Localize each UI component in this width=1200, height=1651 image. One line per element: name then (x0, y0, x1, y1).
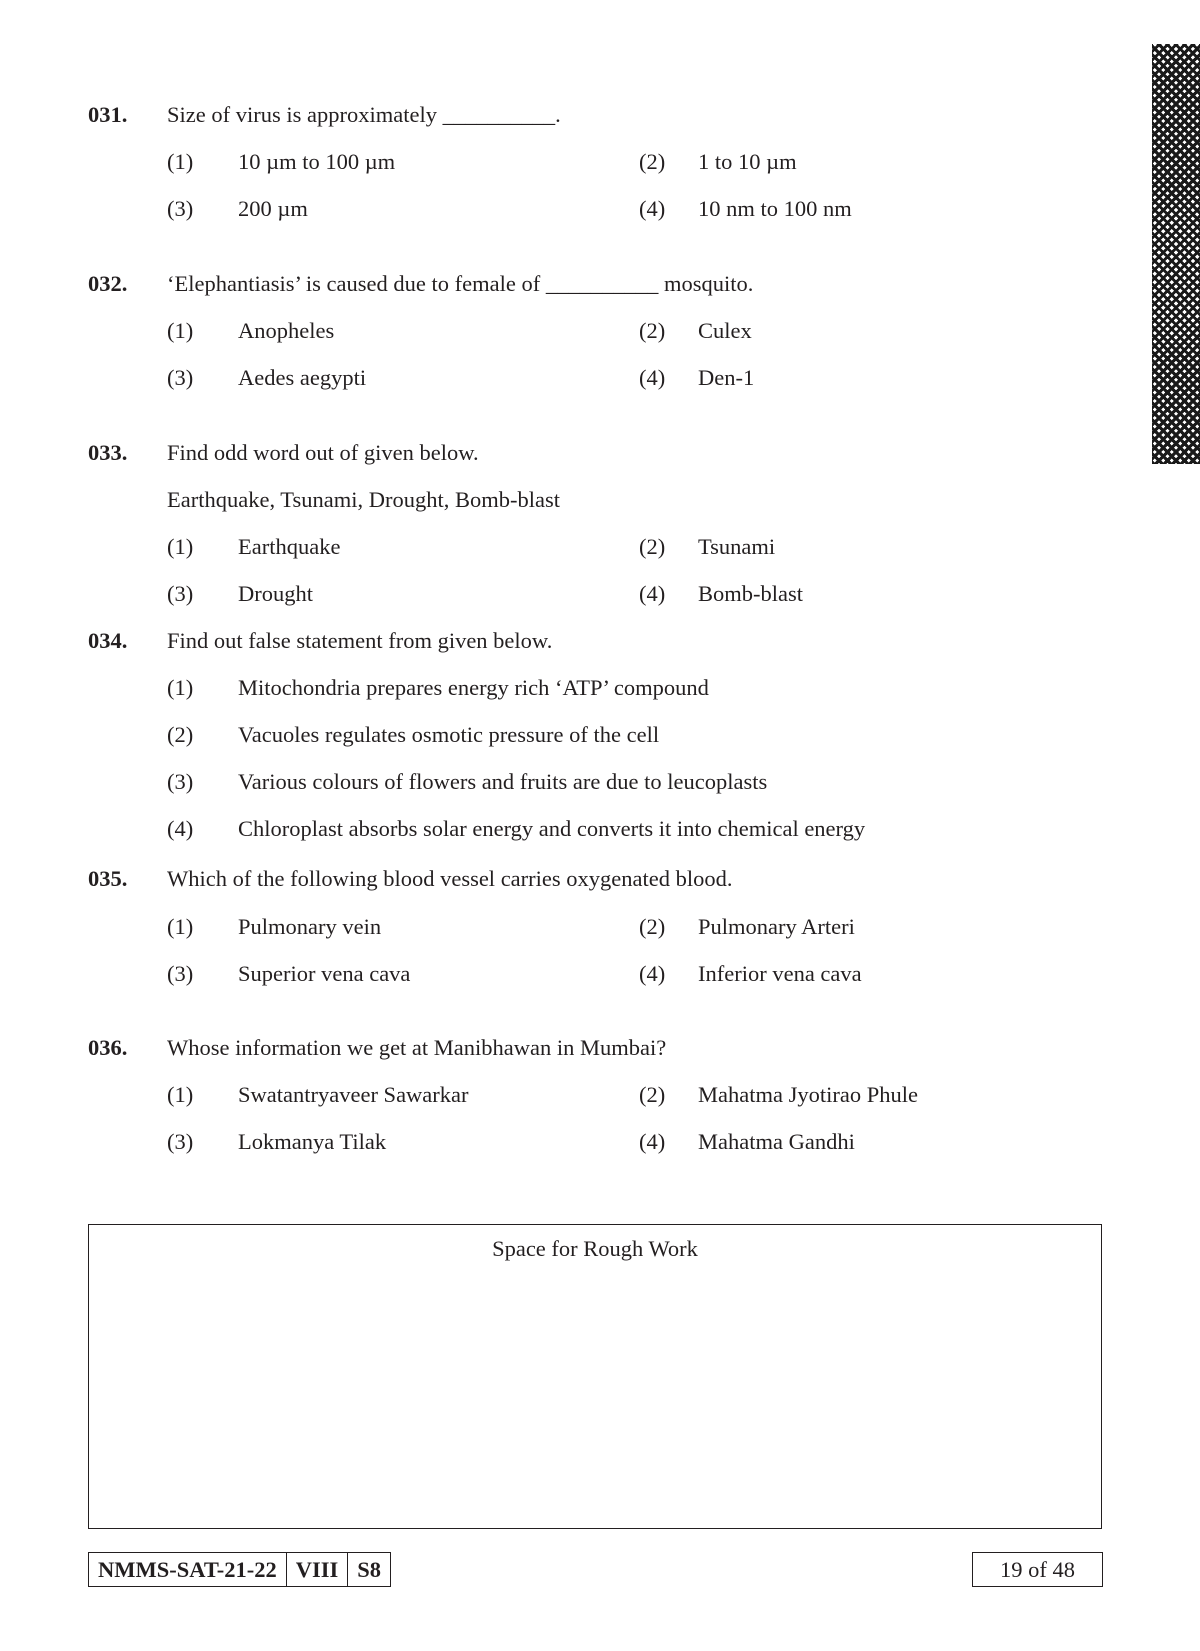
option-number: (4) (639, 196, 666, 221)
rough-work-box (88, 1224, 1102, 1529)
option-number: (4) (639, 1129, 666, 1154)
option-text: Anopheles (238, 318, 335, 343)
option-number: (1) (167, 318, 194, 343)
question-number: 031. (88, 102, 128, 127)
exam-code: NMMS-SAT-21-22 (98, 1556, 277, 1582)
option-number: (3) (167, 581, 194, 606)
option-number: (3) (167, 1129, 194, 1154)
option-text: Pulmonary Arteri (698, 914, 855, 939)
option-text: Chloroplast absorbs solar energy and converts it into chemical energy (238, 816, 866, 841)
option-text: 10 nm to 100 nm (698, 196, 852, 221)
question-text: Which of the following blood vessel carries oxygenated blood. (167, 866, 733, 891)
option-text: Bomb-blast (698, 581, 803, 606)
option-number: (4) (167, 816, 194, 841)
option-number: (1) (167, 914, 194, 939)
option-text: Pulmonary vein (238, 914, 382, 939)
option-number: (1) (167, 534, 194, 559)
question-text: Find odd word out of given below. (167, 440, 479, 465)
question-subtext: Earthquake, Tsunami, Drought, Bomb-blast (167, 487, 560, 512)
option-text: Vacuoles regulates osmotic pressure of the cell (238, 722, 660, 747)
option-text: Superior vena cava (238, 961, 411, 986)
option-number: (2) (639, 534, 666, 559)
option-text: Inferior vena cava (698, 961, 862, 986)
option-text: Mitochondria prepares energy rich ‘ATP’ compound (238, 675, 709, 700)
option-number: (2) (639, 1082, 666, 1107)
option-number: (3) (167, 769, 194, 794)
question-text: ‘Elephantiasis’ is caused due to female of __________ mosquito. (167, 271, 754, 296)
option-number: (2) (639, 914, 666, 939)
option-number: (1) (167, 1082, 194, 1107)
option-number: (1) (167, 149, 194, 174)
option-text: Den-1 (698, 365, 755, 390)
security-pattern-icon (1152, 44, 1200, 464)
option-number: (4) (639, 365, 666, 390)
option-number: (2) (639, 149, 666, 174)
option-text: Mahatma Gandhi (698, 1129, 855, 1154)
footer-code-box (88, 1552, 391, 1587)
question-number: 034. (88, 628, 128, 653)
option-number: (4) (639, 961, 666, 986)
option-text: Tsunami (698, 534, 776, 559)
question-text: Find out false statement from given below. (167, 628, 553, 653)
question-number: 033. (88, 440, 128, 465)
option-text: 200 µm (238, 196, 308, 221)
option-text: Lokmanya Tilak (238, 1129, 387, 1154)
option-text: 10 µm to 100 µm (238, 149, 396, 174)
option-number: (2) (639, 318, 666, 343)
question-number: 036. (88, 1035, 128, 1060)
option-number: (3) (167, 196, 194, 221)
option-number: (1) (167, 675, 194, 700)
question-number: 032. (88, 271, 128, 296)
option-text: 1 to 10 µm (698, 149, 797, 174)
option-text: Aedes aegypti (238, 365, 367, 390)
rough-work-title: Space for Rough Work (492, 1236, 698, 1261)
option-text: Earthquake (238, 534, 341, 559)
question-text: Whose information we get at Manibhawan in Mumbai? (167, 1035, 667, 1060)
option-number: (4) (639, 581, 666, 606)
option-text: Culex (698, 318, 752, 343)
page-number: 19 of 48 (972, 1552, 1103, 1587)
option-number: (3) (167, 365, 194, 390)
question-number: 035. (88, 866, 128, 891)
option-text: Drought (238, 581, 313, 606)
option-text: Swatantryaveer Sawarkar (238, 1082, 469, 1107)
option-text: Various colours of flowers and fruits are due to leucoplasts (238, 769, 768, 794)
option-number: (3) (167, 961, 194, 986)
question-text: Size of virus is approximately __________. (167, 102, 561, 127)
class-label: VIII (286, 1553, 348, 1586)
option-text: Mahatma Jyotirao Phule (698, 1082, 918, 1107)
option-number: (2) (167, 722, 194, 747)
set-label: S8 (347, 1553, 390, 1586)
